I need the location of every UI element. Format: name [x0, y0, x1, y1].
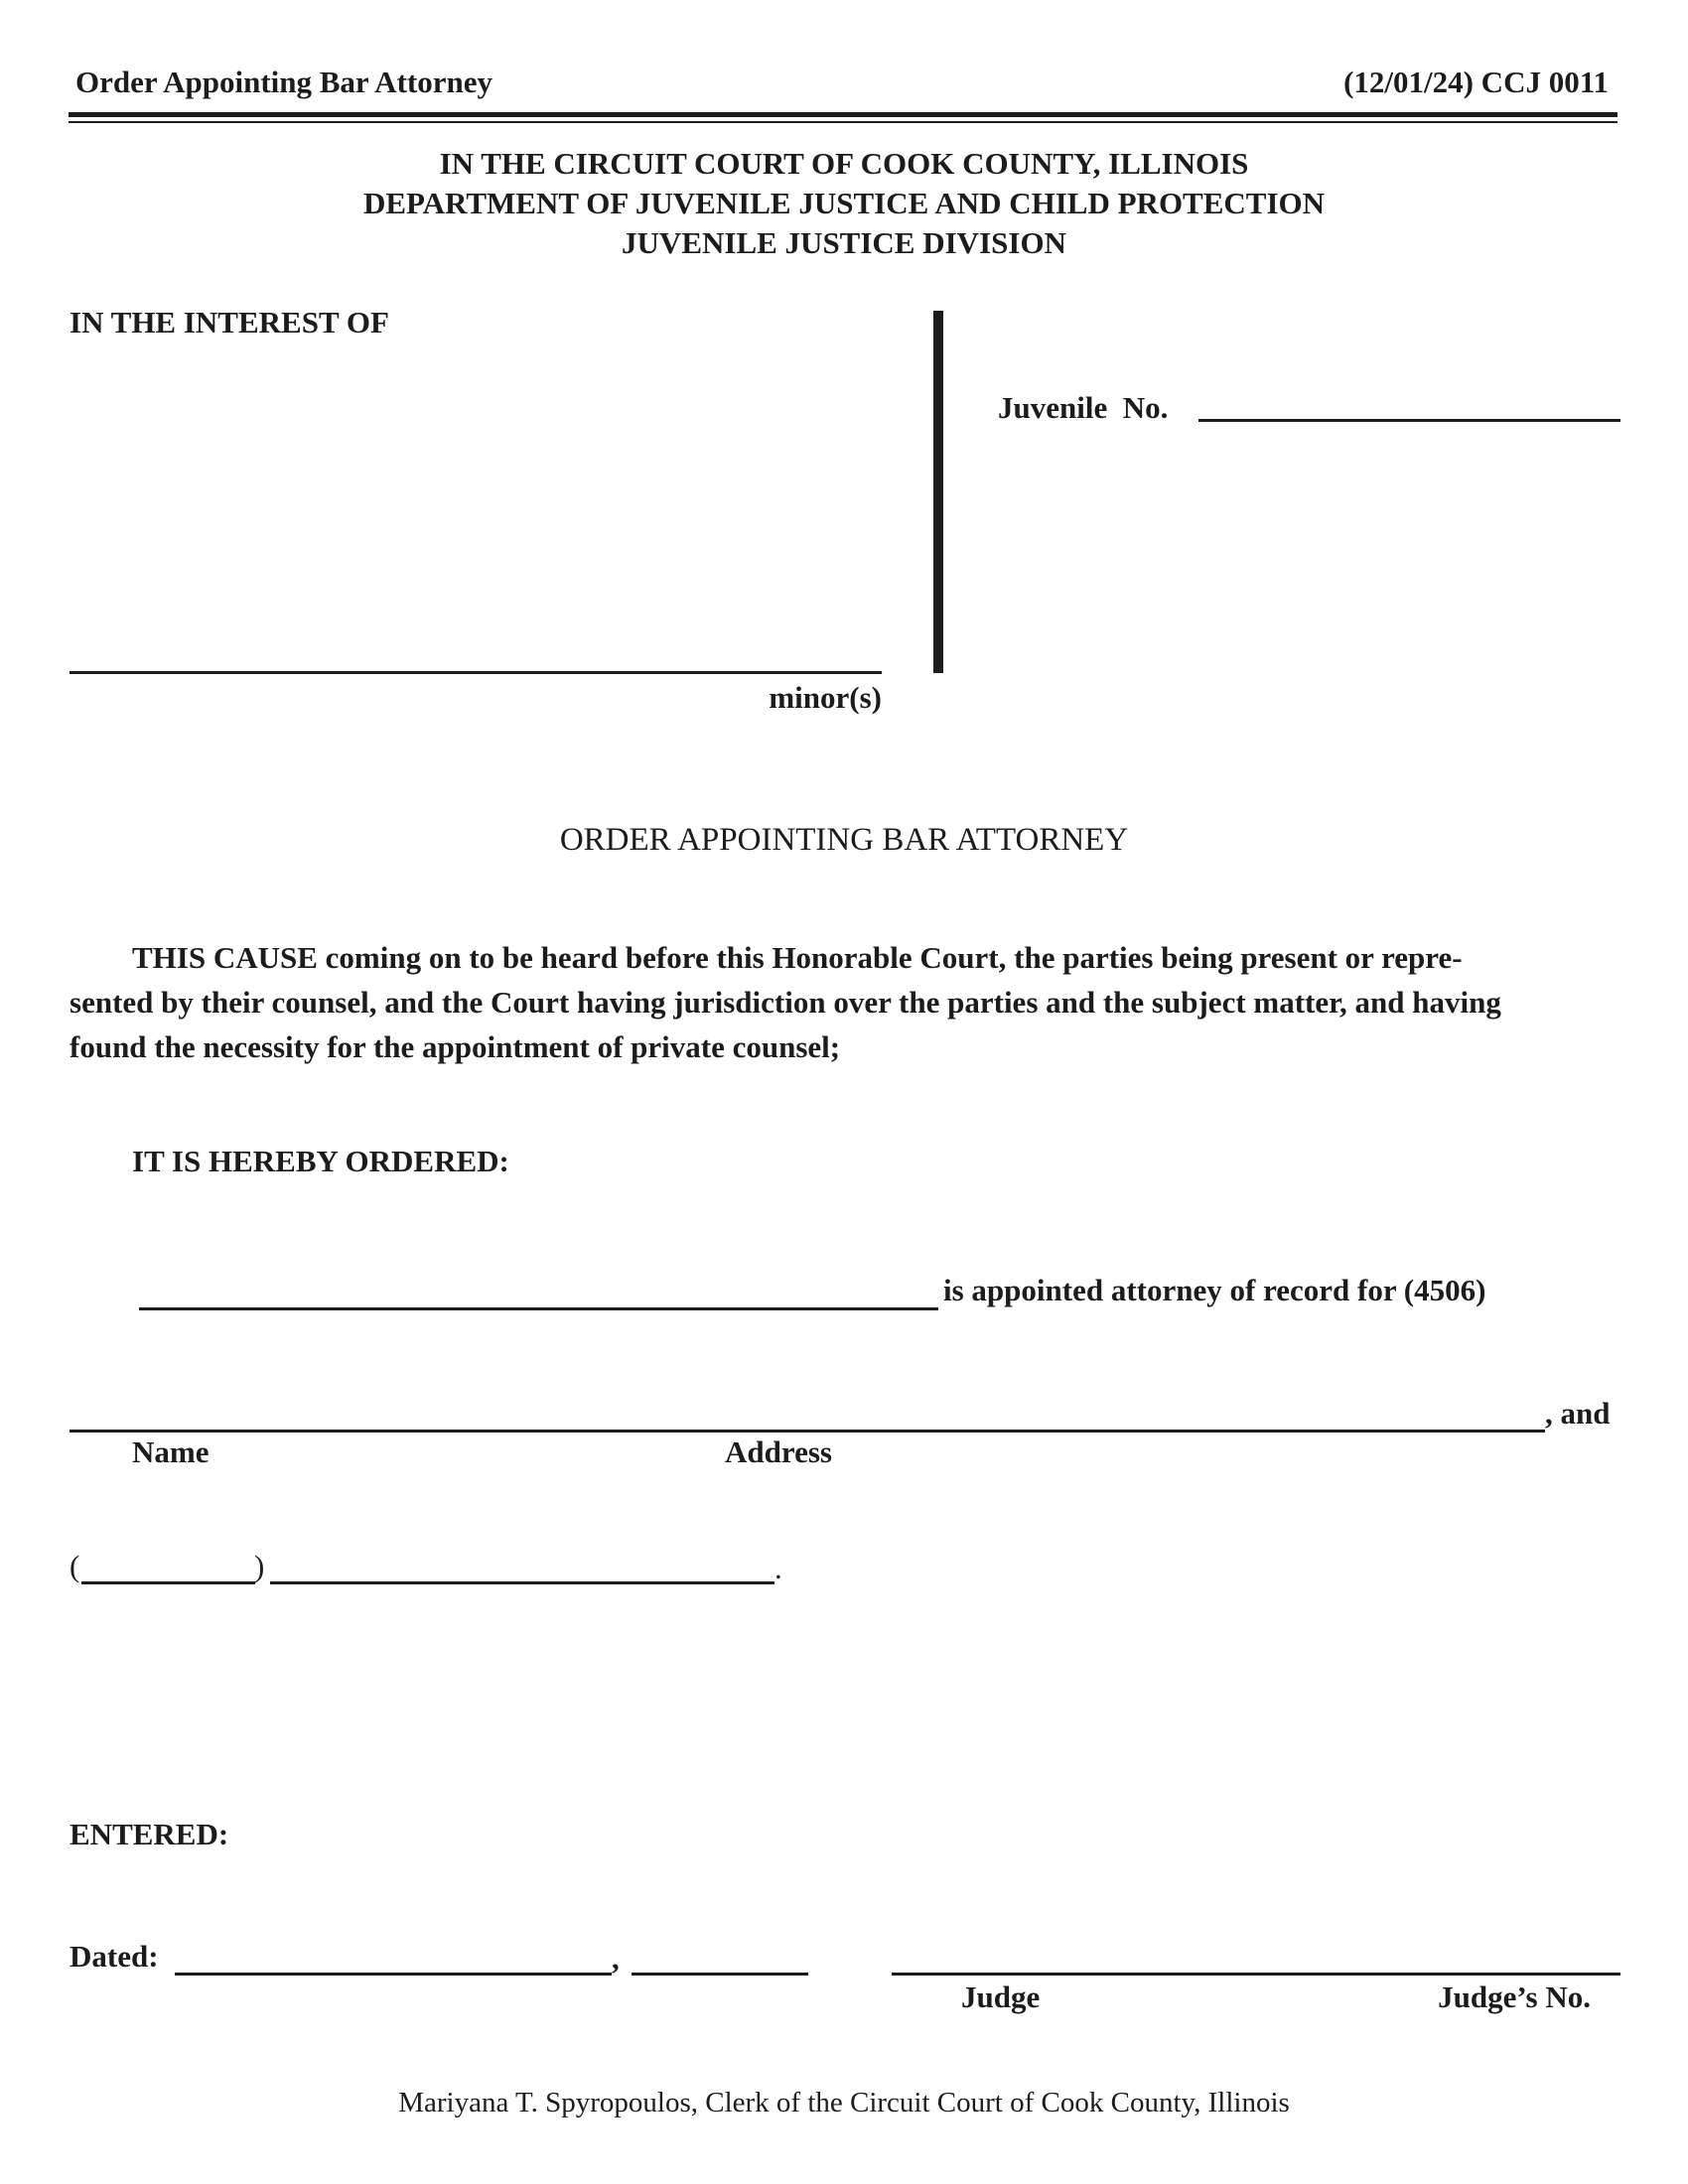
ordered-heading: IT IS HEREBY ORDERED: [132, 1144, 509, 1178]
attorney-name-field[interactable] [139, 1307, 938, 1310]
clerk-footer: Mariyana T. Spyropoulos, Clerk of the Circuit Court of Cook County, Illinois [398, 2087, 1290, 2118]
area-code-open-paren: ( [70, 1549, 80, 1583]
area-code-close-paren: ) [254, 1549, 265, 1583]
and-text: , and [1545, 1396, 1611, 1431]
year-field[interactable] [632, 1973, 808, 1976]
date-comma: , [612, 1941, 620, 1976]
phone-period: . [774, 1551, 782, 1585]
body-line-2: sented by their counsel, and the Court having jurisdiction over the parties and the subject matter, and having [70, 985, 1501, 1020]
dated-label: Dated: [70, 1939, 159, 1974]
header-rule-thick [69, 112, 1618, 117]
form-title: Order Appointing Bar Attorney [75, 65, 492, 99]
order-title: ORDER APPOINTING BAR ATTORNEY [559, 822, 1129, 858]
appointed-text: is appointed attorney of record for (4506) [943, 1273, 1486, 1307]
juvenile-number-field[interactable] [1198, 419, 1620, 422]
date-field[interactable] [175, 1973, 612, 1976]
name-address-field[interactable] [70, 1430, 1545, 1433]
court-name: IN THE CIRCUIT COURT OF COOK COUNTY, ILLINOIS [439, 146, 1249, 181]
name-label: Name [132, 1434, 210, 1469]
judge-number-label: Judge’s No. [1438, 1979, 1591, 2014]
division-name: JUVENILE JUSTICE DIVISION [622, 225, 1066, 260]
juvenile-number-label: Juvenile No. [998, 390, 1169, 425]
header-rule-thin [69, 121, 1618, 123]
minors-label: minor(s) [769, 680, 882, 715]
body-line-1: THIS CAUSE coming on to be heard before this Honorable Court, the parties being present or repre- [132, 940, 1463, 975]
area-code-field[interactable] [81, 1581, 255, 1584]
address-label: Address [725, 1434, 832, 1469]
department-name: DEPARTMENT OF JUVENILE JUSTICE AND CHILD PROTECTION [362, 186, 1326, 220]
interest-label: IN THE INTEREST OF [70, 305, 389, 340]
minor-name-field[interactable] [70, 671, 882, 674]
form-code: (12/01/24) CCJ 0011 [1343, 65, 1609, 99]
entered-label: ENTERED: [70, 1817, 229, 1851]
judge-signature-field[interactable] [892, 1973, 1620, 1976]
judge-label: Judge [961, 1979, 1041, 2014]
caption-divider [933, 311, 943, 673]
phone-number-field[interactable] [270, 1581, 774, 1584]
body-line-3: found the necessity for the appointment of private counsel; [70, 1029, 841, 1064]
